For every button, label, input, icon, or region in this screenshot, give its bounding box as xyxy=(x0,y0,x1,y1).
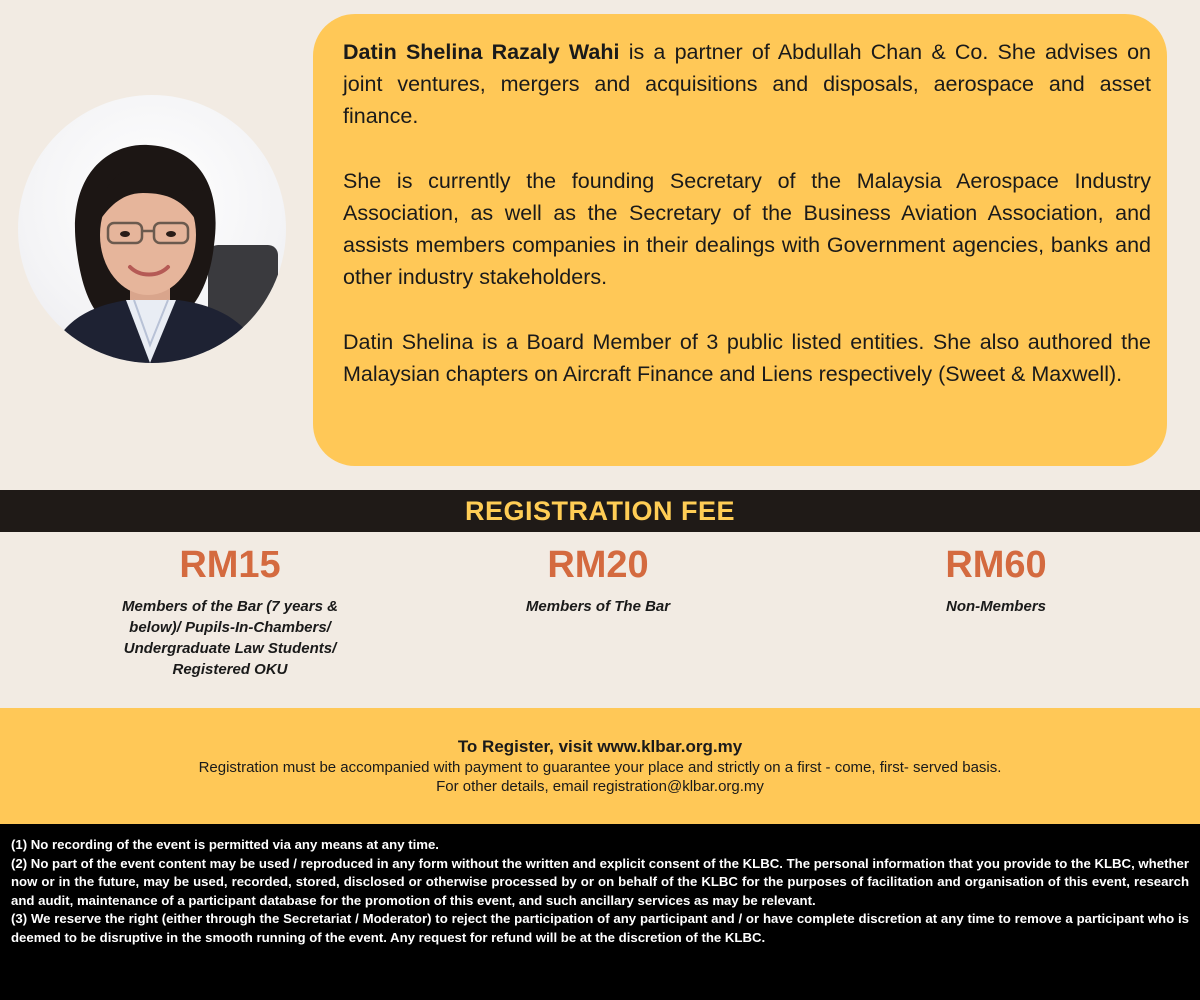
fee-description-line: Members of the Bar (7 years & xyxy=(122,598,338,615)
fee-description xyxy=(448,596,748,617)
fee-description-line: Registered OKU xyxy=(172,661,288,678)
bio-paragraph-1-text: is a partner of Abdullah Chan & Co. She advises on joint ventures, mergers and acquisitions and disposals, aerospace and asset finance. xyxy=(343,40,1151,128)
registration-fee-title: REGISTRATION FEE xyxy=(464,495,735,526)
fee-description-line: below)/ Pupils-In-Chambers/ xyxy=(129,619,331,636)
fee-amount: RM20 xyxy=(547,544,649,586)
fee-description-line: Non-Members xyxy=(945,598,1046,615)
portrait-illustration xyxy=(18,95,286,363)
register-section xyxy=(0,708,1200,824)
registration-fee-header xyxy=(0,490,1200,532)
register-heading[interactable]: To Register, visit www.klbar.org.my xyxy=(457,737,743,756)
bio-paragraph-1 xyxy=(343,36,1151,132)
fee-description-line: Undergraduate Law Students/ xyxy=(123,640,337,657)
terms-section xyxy=(0,824,1200,1000)
fee-description-line: Members of The Bar xyxy=(525,598,671,615)
fee-option-rm60 xyxy=(846,542,1146,617)
speaker-name: Datin Shelina Razaly Wahi xyxy=(343,40,620,64)
fee-description xyxy=(80,596,380,680)
terms-item-2: (2) No part of the event content may be used / reproduced in any form without the written and explicit consent of the KLBC. The personal information that you provide to the KLBC, whether now or in the future, may be used, recorded, stored, disclosed or otherwise processed by or on behalf of the KLBC for the purposes of facilitation and organisation of this event, research and audit, maintenance of a participant database for the promotion of this event, and such ancillary services as may be relevant. xyxy=(11,855,1189,908)
terms-item-1: (1) No recording of the event is permitted via any means at any time. xyxy=(11,837,439,852)
fee-amount: RM60 xyxy=(945,544,1047,586)
fee-description xyxy=(846,596,1146,617)
speaker-portrait xyxy=(18,95,286,363)
speaker-bio-card xyxy=(313,14,1167,466)
register-contact-email[interactable]: For other details, email registration@klbar.org.my xyxy=(436,778,764,795)
fee-options xyxy=(0,532,1200,708)
bio-paragraph-2: She is currently the founding Secretary of the Malaysia Aerospace Industry Association, as well as the Secretary of the Business Aviation Association, and assists members companies in their dealings with Government agencies, banks and other industry stakeholders. xyxy=(343,169,1151,289)
fee-option-rm15 xyxy=(80,542,380,680)
speaker-section xyxy=(0,0,1200,490)
fee-option-rm20 xyxy=(448,542,748,617)
register-payment-note: Registration must be accompanied with payment to guarantee your place and strictly on a first - come, first- served basis. xyxy=(198,759,1002,776)
terms-item-3: (3) We reserve the right (either through the Secretariat / Moderator) to reject the participation of any participant and / or have complete discretion at any time to remove a participant who is deemed to be disruptive in the smooth running of the event. Any request for refund will be at the discretion of the KLBC. xyxy=(11,911,1189,945)
bio-paragraph-3: Datin Shelina is a Board Member of 3 public listed entities. She also authored the Malaysian chapters on Aircraft Finance and Liens respectively (Sweet & Maxwell). xyxy=(343,330,1151,386)
fee-amount: RM15 xyxy=(179,544,281,586)
